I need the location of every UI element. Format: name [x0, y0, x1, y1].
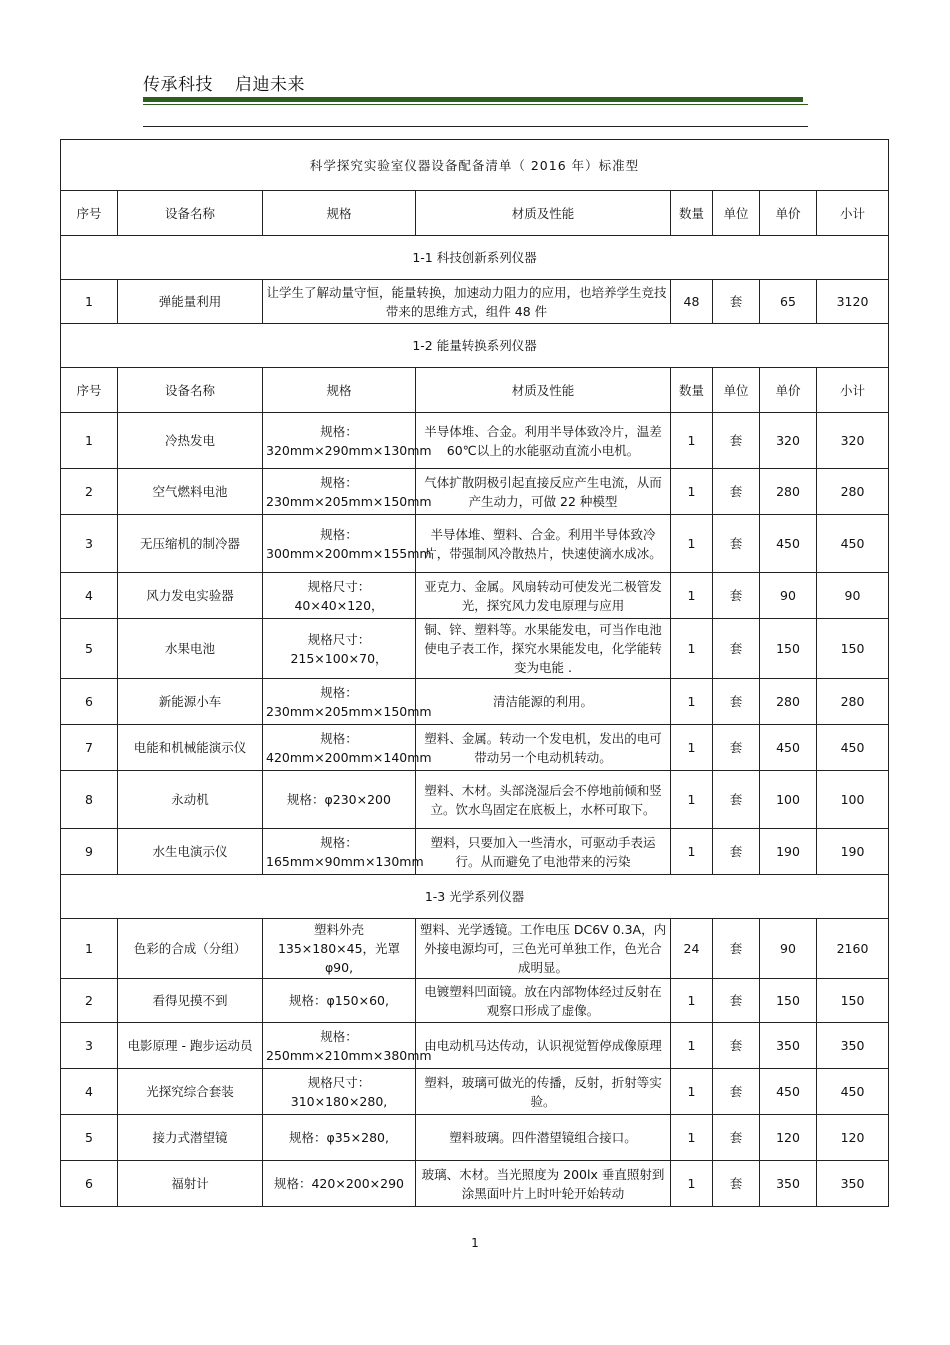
- header-col-unit: 单位: [713, 368, 760, 413]
- col-price: 450: [760, 1069, 817, 1115]
- col-name: 福射计: [118, 1161, 263, 1207]
- col-name: 新能源小车: [118, 679, 263, 725]
- col-price: 150: [760, 979, 817, 1023]
- section-title: 1-1 科技创新系列仪器: [61, 236, 889, 280]
- col-no: 9: [61, 829, 118, 875]
- header-col-no: 序号: [61, 191, 118, 236]
- header-col-name: 设备名称: [118, 368, 263, 413]
- col-total: 280: [817, 469, 889, 515]
- col-total: 120: [817, 1115, 889, 1161]
- table-row: [61, 725, 889, 771]
- col-name: 永动机: [118, 771, 263, 829]
- col-no: 1: [61, 919, 118, 979]
- col-unit: 套: [713, 469, 760, 515]
- col-spec: 规格：230mm×205mm×150mm: [263, 679, 416, 725]
- col-total: 150: [817, 979, 889, 1023]
- col-no: 2: [61, 469, 118, 515]
- col-no: 2: [61, 979, 118, 1023]
- section-row: [61, 875, 889, 919]
- col-spec: 规格尺寸：40×40×120，: [263, 573, 416, 619]
- col-name: 风力发电实验器: [118, 573, 263, 619]
- section-title: 1-3 光学系列仪器: [61, 875, 889, 919]
- header-col-spec: 规格: [263, 191, 416, 236]
- col-unit: 套: [713, 280, 760, 324]
- col-desc: 气体扩散阴极引起直接反应产生电流，从而产生动力，可做 22 种模型: [416, 469, 671, 515]
- header-col-unit: 单位: [713, 191, 760, 236]
- col-no: 4: [61, 1069, 118, 1115]
- col-price: 90: [760, 919, 817, 979]
- col-spec: 规格：420mm×200mm×140mm: [263, 725, 416, 771]
- header-rule-thick: [143, 97, 803, 102]
- col-spec: 规格尺寸：310×180×280,: [263, 1069, 416, 1115]
- col-unit: 套: [713, 1115, 760, 1161]
- col-spec: 规格：320mm×290mm×130mm: [263, 413, 416, 469]
- col-name: 空气燃料电池: [118, 469, 263, 515]
- col-name: 水生电演示仪: [118, 829, 263, 875]
- col-unit: 套: [713, 1161, 760, 1207]
- col-price: 65: [760, 280, 817, 324]
- col-qty: 1: [671, 1161, 713, 1207]
- table-header-row: [61, 191, 889, 236]
- table-row: [61, 573, 889, 619]
- col-price: 450: [760, 515, 817, 573]
- col-no: 3: [61, 515, 118, 573]
- col-spec: 规格：165mm×90mm×130mm: [263, 829, 416, 875]
- col-spec: 规格：420×200×290: [263, 1161, 416, 1207]
- col-total: 320: [817, 413, 889, 469]
- col-desc: 清洁能源的利用。: [416, 679, 671, 725]
- col-qty: 1: [671, 1023, 713, 1069]
- col-desc: 电镀塑料凹面镜。放在内部物体经过反射在观察口形成了虚像。: [416, 979, 671, 1023]
- col-spec: 规格尺寸：215×100×70，: [263, 619, 416, 679]
- col-name: 冷热发电: [118, 413, 263, 469]
- col-spec: 规格：φ150×60,: [263, 979, 416, 1023]
- col-qty: 1: [671, 515, 713, 573]
- col-unit: 套: [713, 1023, 760, 1069]
- col-no: 1: [61, 413, 118, 469]
- col-unit: 套: [713, 679, 760, 725]
- table-row: [61, 771, 889, 829]
- equipment-table: [60, 139, 889, 1207]
- col-unit: 套: [713, 979, 760, 1023]
- section-title: 1-2 能量转换系列仪器: [61, 324, 889, 368]
- col-total: 100: [817, 771, 889, 829]
- table-row: [61, 413, 889, 469]
- col-spec: 塑料外壳 135×180×45，光罩 φ90,: [263, 919, 416, 979]
- col-desc: 半导体堆、合金。利用半导体致冷片，温差 60℃以上的水能驱动直流小电机。: [416, 413, 671, 469]
- col-total: 2160: [817, 919, 889, 979]
- table-row: [61, 679, 889, 725]
- col-desc: 亚克力、金属。风扇转动可使发光二极管发光，探究风力发电原理与应用: [416, 573, 671, 619]
- col-price: 90: [760, 573, 817, 619]
- col-total: 450: [817, 1069, 889, 1115]
- col-unit: 套: [713, 919, 760, 979]
- col-price: 280: [760, 469, 817, 515]
- col-total: 450: [817, 725, 889, 771]
- table-title: 科学探究实验室仪器设备配备清单（ 2016 年）标准型: [61, 140, 889, 191]
- col-name: 电能和机械能演示仪: [118, 725, 263, 771]
- header-col-name: 设备名称: [118, 191, 263, 236]
- col-unit: 套: [713, 619, 760, 679]
- header-col-total: 小计: [817, 191, 889, 236]
- col-desc: 塑料玻璃。四件潜望镜组合接口。: [416, 1115, 671, 1161]
- table-row: [61, 469, 889, 515]
- col-name: 弹能量利用: [118, 280, 263, 324]
- section-row: [61, 324, 889, 368]
- col-total: 3120: [817, 280, 889, 324]
- col-desc: 塑料、金属。转动一个发电机，发出的电可带动另一个电动机转动。: [416, 725, 671, 771]
- col-desc: 塑料，只要加入一些清水，可驱动手表运行。从而避免了电池带来的污染: [416, 829, 671, 875]
- col-desc: 塑料、光学透镜。工作电压 DC6V 0.3A，内外接电源均可，三色光可单独工作，色光合成明显。: [416, 919, 671, 979]
- section-row: [61, 236, 889, 280]
- table-row: [61, 619, 889, 679]
- col-spec: 规格：230mm×205mm×150mm: [263, 469, 416, 515]
- col-no: 6: [61, 1161, 118, 1207]
- col-name: 接力式潜望镜: [118, 1115, 263, 1161]
- table-row: [61, 919, 889, 979]
- col-total: 150: [817, 619, 889, 679]
- table-row: [61, 280, 889, 324]
- header-right: 启迪未来: [235, 75, 305, 95]
- col-no: 3: [61, 1023, 118, 1069]
- col-total: 350: [817, 1161, 889, 1207]
- table-row: [61, 979, 889, 1023]
- table-row: [61, 1161, 889, 1207]
- col-total: 90: [817, 573, 889, 619]
- header-col-qty: 数量: [671, 368, 713, 413]
- col-total: 280: [817, 679, 889, 725]
- col-qty: 1: [671, 573, 713, 619]
- col-total: 350: [817, 1023, 889, 1069]
- table-row: [61, 1115, 889, 1161]
- header-col-total: 小计: [817, 368, 889, 413]
- col-desc: 半导体堆、塑料、合金。利用半导体致冷片，带强制风冷散热片，快速使滴水成冰。: [416, 515, 671, 573]
- col-unit: 套: [713, 573, 760, 619]
- col-no: 1: [61, 280, 118, 324]
- header-col-spec: 规格: [263, 368, 416, 413]
- col-no: 5: [61, 619, 118, 679]
- col-spec: 规格：250mm×210mm×380mm: [263, 1023, 416, 1069]
- col-unit: 套: [713, 771, 760, 829]
- col-spec: 规格：φ35×280,: [263, 1115, 416, 1161]
- col-name: 水果电池: [118, 619, 263, 679]
- col-no: 4: [61, 573, 118, 619]
- table-header-row: [61, 368, 889, 413]
- col-qty: 1: [671, 619, 713, 679]
- header-rule-thin: [143, 104, 808, 105]
- col-qty: 1: [671, 1115, 713, 1161]
- col-unit: 套: [713, 1069, 760, 1115]
- col-unit: 套: [713, 515, 760, 573]
- col-name: 光探究综合套装: [118, 1069, 263, 1115]
- col-no: 7: [61, 725, 118, 771]
- col-no: 8: [61, 771, 118, 829]
- col-qty: 1: [671, 979, 713, 1023]
- col-qty: 1: [671, 413, 713, 469]
- header-col-price: 单价: [760, 191, 817, 236]
- col-spec: 规格：φ230×200: [263, 771, 416, 829]
- col-total: 190: [817, 829, 889, 875]
- table-row: [61, 1023, 889, 1069]
- col-qty: 1: [671, 469, 713, 515]
- col-unit: 套: [713, 829, 760, 875]
- col-price: 190: [760, 829, 817, 875]
- col-name: 电影原理 - 跑步运动员: [118, 1023, 263, 1069]
- col-qty: 24: [671, 919, 713, 979]
- col-price: 150: [760, 619, 817, 679]
- col-name: 无压缩机的制冷器: [118, 515, 263, 573]
- header-col-price: 单价: [760, 368, 817, 413]
- col-unit: 套: [713, 725, 760, 771]
- col-name: 色彩的合成（分组）: [118, 919, 263, 979]
- col-no: 6: [61, 679, 118, 725]
- header-col-qty: 数量: [671, 191, 713, 236]
- col-qty: 1: [671, 1069, 713, 1115]
- col-price: 450: [760, 725, 817, 771]
- page-header: [143, 70, 305, 95]
- header-left: 传承科技: [143, 75, 213, 95]
- col-price: 350: [760, 1161, 817, 1207]
- col-total: 450: [817, 515, 889, 573]
- header-col-desc: 材质及性能: [416, 368, 671, 413]
- col-desc: 塑料、木材。头部浇湿后会不停地前倾和竖立。饮水鸟固定在底板上，水杯可取下。: [416, 771, 671, 829]
- col-price: 350: [760, 1023, 817, 1069]
- col-name: 看得见摸不到: [118, 979, 263, 1023]
- col-desc: 铜、锌、塑料等。水果能发电，可当作电池使电子表工作，探究水果能发电，化学能转变为电能 .: [416, 619, 671, 679]
- header-col-no: 序号: [61, 368, 118, 413]
- table-row: [61, 829, 889, 875]
- col-desc: 玻璃、木材。当光照度为 200lx 垂直照射到涂黑面叶片上时叶轮开始转动: [416, 1161, 671, 1207]
- col-qty: 1: [671, 829, 713, 875]
- header-rule-black: [143, 126, 808, 127]
- col-spec: 规格：300mm×200mm×155mm: [263, 515, 416, 573]
- col-qty: 1: [671, 771, 713, 829]
- table-row: [61, 515, 889, 573]
- col-no: 5: [61, 1115, 118, 1161]
- col-price: 280: [760, 679, 817, 725]
- table-row: [61, 1069, 889, 1115]
- col-desc: 由电动机马达传动，认识视觉暂停成像原理: [416, 1023, 671, 1069]
- col-price: 120: [760, 1115, 817, 1161]
- col-desc: 让学生了解动量守恒，能量转换，加速动力阻力的应用，也培养学生竞技带来的思维方式，组件 48 件: [263, 280, 671, 324]
- col-qty: 48: [671, 280, 713, 324]
- col-qty: 1: [671, 725, 713, 771]
- col-unit: 套: [713, 413, 760, 469]
- header-col-desc: 材质及性能: [416, 191, 671, 236]
- col-desc: 塑料，玻璃可做光的传播，反射，折射等实验。: [416, 1069, 671, 1115]
- col-qty: 1: [671, 679, 713, 725]
- page-number: 1: [471, 1236, 479, 1250]
- col-price: 320: [760, 413, 817, 469]
- col-price: 100: [760, 771, 817, 829]
